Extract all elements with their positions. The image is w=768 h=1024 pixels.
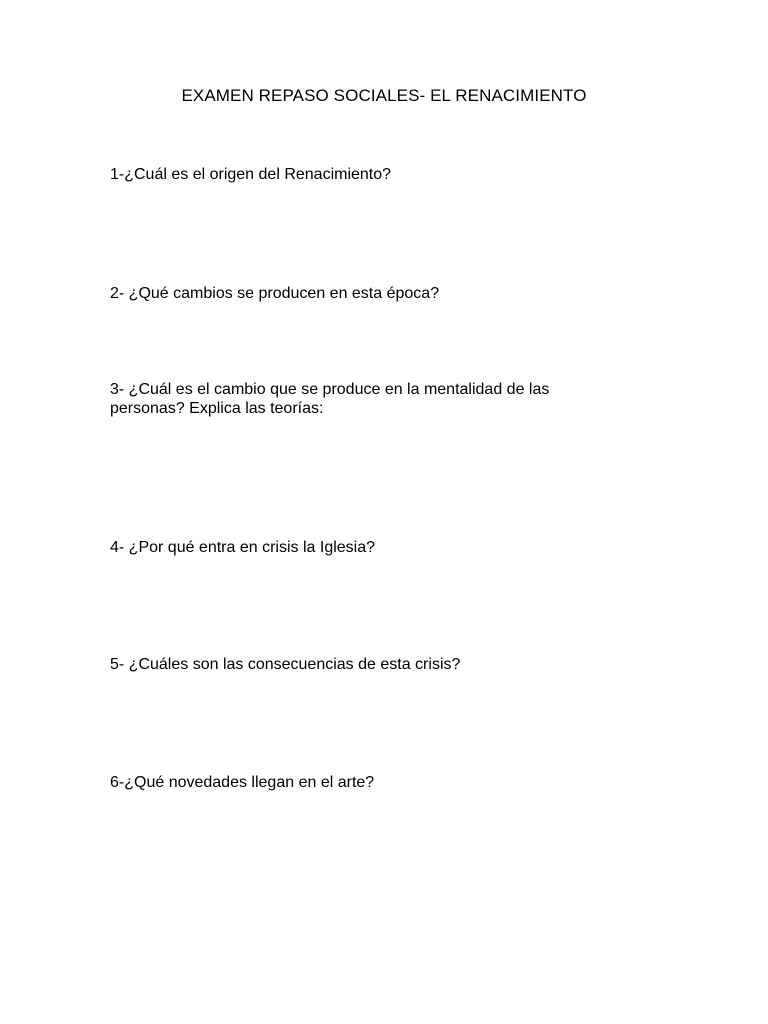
question-6 bbox=[110, 773, 650, 792]
question-2-text: 2- ¿Qué cambios se producen en esta época? bbox=[110, 285, 440, 302]
question-2 bbox=[110, 284, 650, 303]
question-1 bbox=[110, 165, 650, 184]
question-5-text: 5- ¿Cuáles son las consecuencias de esta crisis? bbox=[110, 656, 461, 673]
question-1-text: 1-¿Cuál es el origen del Renacimiento? bbox=[110, 166, 392, 183]
document-title: EXAMEN REPASO SOCIALES- EL RENACIMIENTO bbox=[181, 86, 587, 105]
question-3 bbox=[110, 380, 650, 418]
question-4 bbox=[110, 538, 650, 557]
question-4-text: 4- ¿Por qué entra en crisis la Iglesia? bbox=[110, 539, 376, 556]
question-6-text: 6-¿Qué novedades llegan en el arte? bbox=[110, 774, 375, 791]
question-3-text-line-1: 3- ¿Cuál es el cambio que se produce en la mentalidad de las bbox=[110, 381, 550, 398]
question-3-text-line-2: personas? Explica las teorías: bbox=[110, 400, 324, 417]
question-5 bbox=[110, 655, 650, 674]
